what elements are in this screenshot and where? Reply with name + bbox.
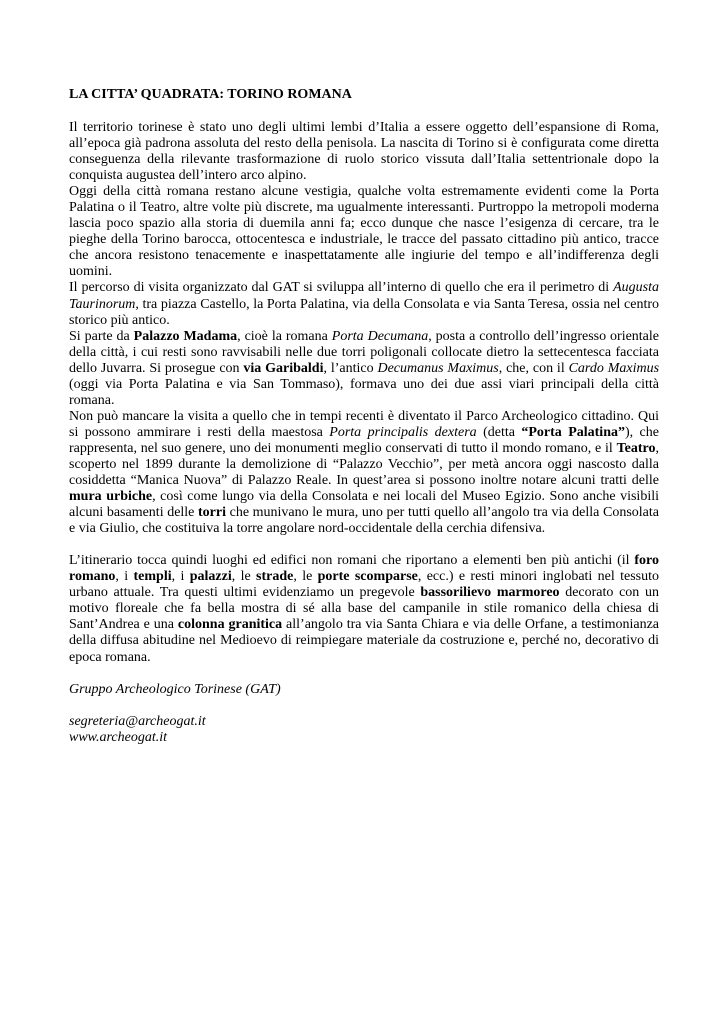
- text-run: , posta a controllo dell’ingresso orientale della città, i cui resti sono ravvisabili nelle due torri poligonali collocate dietro la settecentesca facciata dello Juvarra. Si prosegue con: [69, 328, 660, 376]
- italic-augusta-taurinorum: Augusta Taurinorum: [69, 280, 659, 312]
- text-run: , le: [293, 569, 318, 585]
- signature-name: Gruppo Archeologico Torinese (GAT): [69, 681, 281, 697]
- bold-torri: torri: [198, 505, 226, 521]
- text-run: , tra piazza Castello, la Porta Palatina, via della Consolata e via Santa Teresa, ossia nel centro storico più antico.: [69, 296, 659, 328]
- paragraph-gap: [69, 537, 659, 553]
- text-run: ), che rappresenta, nel suo genere, uno dei monumenti meglio conservati di tutto il mondo romano, e il: [69, 424, 659, 456]
- signature-block: [69, 682, 659, 746]
- text-run: , cioè la romana: [237, 328, 332, 344]
- text-run: , l’antico: [323, 360, 378, 376]
- italic-porta-decumana: Porta Decumana: [331, 328, 429, 344]
- paragraph-parco-archeologico: [69, 409, 659, 537]
- bold-bassorilievo-marmoreo: bassorilievo marmoreo: [420, 585, 560, 601]
- bold-colonna-granitica: colonna granitica: [177, 617, 283, 633]
- contact-email[interactable]: segreteria@archeogat.it: [69, 713, 206, 729]
- bold-porte-scomparse: porte scomparse: [317, 569, 418, 585]
- text-run: Si parte da: [69, 328, 134, 344]
- text-run: Non può mancare la visita a quello che in tempi recenti è diventato il Parco Archeologico cittadino. Qui si possono ammirare i resti della maestosa: [69, 408, 659, 440]
- paragraph-intro: Il territorio torinese è stato uno degli ultimi lembi d’Italia a essere oggetto dell’espansione di Roma, all’epoca già padrona assoluta del resto della penisola. La nascita di Torino si è configurata come diretta conseguenza della rilevante trasformazione di ruolo storico vissuta dall’Italia settentrionale dopo la conquista augustea dell’intero arco alpino.: [69, 120, 659, 184]
- text-run: , scoperto nel 1899 durante la demolizione di “Palazzo Vecchio”, per metà ancora oggi nascosto dalla cosiddetta “Manica Nuova” di Palazzo Reale. In quest’area si possono inoltre notare alcuni tratti delle: [69, 440, 659, 489]
- document-body: [69, 120, 659, 682]
- text-run: , i: [115, 569, 134, 585]
- text-run: (detta: [476, 424, 522, 440]
- document-page: [69, 86, 659, 746]
- paragraph-palazzo-madama: [69, 329, 659, 409]
- text-run: Il percorso di visita organizzato dal GAT si sviluppa all’interno di quello che era il perimetro di: [69, 280, 614, 296]
- text-run: che munivano le mura, uno per tutti quello all’angolo tra via della Consolata e via Giulio, che costituiva la torre angolare nord-occidentale della cerchia difensiva.: [69, 505, 659, 537]
- bold-palazzo-madama: Palazzo Madama: [133, 328, 238, 344]
- bold-mura-urbiche: mura urbiche: [69, 489, 153, 505]
- italic-cardo-maximus: Cardo Maximus: [568, 360, 660, 376]
- text-run: , che, con il: [498, 360, 569, 376]
- bold-teatro: Teatro: [616, 440, 656, 456]
- text-run: , i: [171, 569, 190, 585]
- bold-palazzi: palazzi: [189, 569, 232, 585]
- text-run: L’itinerario tocca quindi luoghi ed edifici non romani che riportano a elementi ben più antichi (il: [69, 553, 635, 569]
- italic-porta-principalis: Porta principalis dextera: [329, 424, 477, 440]
- bold-foro-romano: foro romano: [69, 553, 659, 585]
- text-run: , così come lungo via della Consolata e nei locali del Museo Egizio. Sono anche visibili alcuni basamenti delle: [69, 489, 659, 521]
- text-run: decorato con un motivo floreale che fa bella mostra di sé alla base del campanile in stile romanico della chiesa di Sant’Andrea e una: [69, 585, 659, 633]
- paragraph-vestigia: Oggi della città romana restano alcune vestigia, qualche volta estremamente evidenti come la Porta Palatina o il Teatro, altre volte più discrete, ma ugualmente interessanti. Purtroppo la metropoli moderna lascia poco spazio alla storia di duemila anni fa; ecco dunque che nasce l’esigenza di cercare, tra le pieghe della Torino barocca, ottocentesca e industriale, le tracce del passato cittadino più antico, tracce che ancora resistono tenacemente e inaspettatamente alle ingiurie del tempo e all’indifferenza degli uomini.: [69, 184, 659, 280]
- bold-porta-palatina: “Porta Palatina”: [521, 424, 625, 440]
- italic-decumanus-maximus: Decumanus Maximus: [377, 360, 499, 376]
- paragraph-itinerario: [69, 553, 659, 665]
- document-title: LA CITTA’ QUADRATA: TORINO ROMANA: [69, 87, 352, 102]
- text-run: , le: [231, 569, 257, 585]
- contact-website[interactable]: www.archeogat.it: [69, 729, 167, 745]
- bold-via-garibaldi: via Garibaldi: [243, 360, 324, 376]
- paragraph-gap: [69, 666, 659, 682]
- text-run: all’angolo tra via Santa Chiara e via delle Orfane, a testimonianza della diffusa abitudine nel Medioevo di reimpiegare materiale da costruzione e, perché no, decorativo di epoca romana.: [69, 617, 660, 665]
- paragraph-gap: [69, 698, 659, 714]
- bold-strade: strade: [256, 569, 294, 585]
- text-run: , ecc.) e resti minori inglobati nel tessuto urbano attuale. Tra questi ultimi evidenziamo un pregevole: [69, 569, 660, 601]
- bold-templi: templi: [133, 569, 172, 585]
- text-run: (oggi via Porta Palatina e via San Tommaso), formava uno dei due assi viari principali della città romana.: [69, 376, 659, 408]
- paragraph-percorso: [69, 280, 659, 328]
